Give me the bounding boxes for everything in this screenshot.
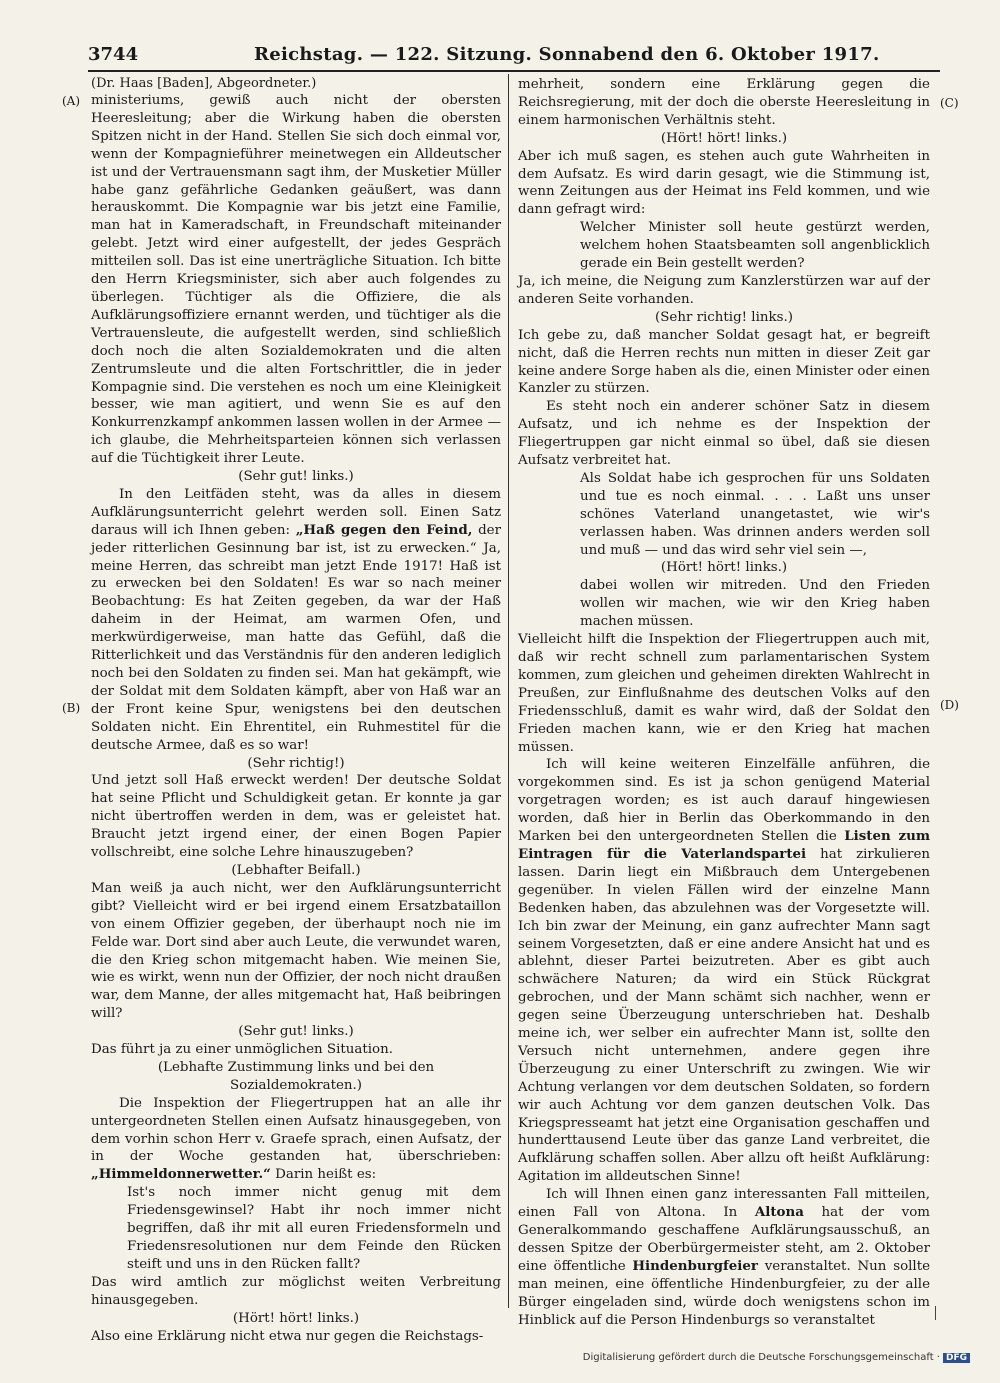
footer-credit	[583, 1352, 970, 1363]
emphasis: Listen zum Eintragen für die Vaterlandspartei	[518, 828, 930, 862]
paragraph: ministeriums, gewiß auch nicht der obersten Heeresleitung; aber die Wirkung haben die obersten Spitzen nicht in der Hand. Stellen Sie sich doch einmal vor, wenn der Kompagnieführer meinetwegen ein Alldeutscher ist und der Vertrauensmann sagt ihm, der Musketier Müller habe ganz gefährliche Gedanken geäußert, was dann herauskommt. Die Kompagnie war bis jetzt eine Familie, man hat in Kameradschaft, in Freundschaft miteinander gelebt. Jetzt wird einer aufgestellt, der jedes Gespräch mitteilen soll. Das ist eine unerträgliche Situation. Ich bitte den Herrn Kriegsminister, sich aber auch folgendes zu überlegen. Tüchtiger als die Offiziere, die als Aufklärungsoffiziere ernannt werden, und tüchtiger als die Vertrauensleute, die aufgestellt werden, sind schließlich doch noch die alten Sozialdemokraten und die alten Zentrumsleute und die alten Fortschrittler, die in jeder Kompagnie sind. Die verstehen es noch um eine Kleinigkeit besser, wie man agitiert, und wenn Sie es auf den Konkurrenzkampf ankommen lassen wollen in der Armee — ich glaube, die Mehrheitsparteien können sich verlassen auf die Tüchtigkeit ihrer Leute.	[91, 93, 501, 467]
block-quote: Als Soldat habe ich gesprochen für uns Soldaten und tue es noch einmal. . . . Laßt uns unser schönes Vaterland unangetastet, wie wir's verlassen haben. Was drinnen anders werden soll und muß — und das wird sehr viel sein —,	[580, 470, 930, 558]
margin-marker-a: (A)	[62, 94, 81, 108]
running-title: Reichstag. — 122. Sitzung. Sonnabend den 6. Oktober 1917.	[254, 44, 880, 65]
block-quote: dabei wollen wir mitreden. Und den Frieden wollen wir machen, wie wir den Krieg haben machen müssen.	[580, 578, 930, 630]
emphasis: Altona	[754, 1204, 804, 1221]
page-header	[88, 44, 940, 68]
dfg-logo: DFG	[943, 1353, 970, 1363]
column-divider	[508, 74, 509, 1308]
paragraph: Ich will keine weiteren Einzelfälle anführen, die vorgekommen sind. Es ist ja schon genügend Material vorgetragen worden; es ist auch darauf hingewiesen worden, daß hier in Berlin das Oberkommando in den Marken bei den untergeordneten Stellen die Listen zum Eintragen für die Vaterlandspartei hat zirkulieren lassen. Darin liegt ein Mißbrauch dem Untergebenen gegenüber. In vielen Fällen wird der einzelne Mann Bedenken haben, das abzulehnen was der Vorgesetzte will. Ich bin zwar der Meinung, ein ganz aufrechter Mann sagt seinem Vorgesetzten, daß er eine andere Ansicht hat und es ablehnt, dieser Partei beizutreten. Aber es gibt auch schwächere Naturen; da wird ein Stück Rückgrat gebrochen, und der Mann schämt sich nachher, wenn er gegen seine Überzeugung unterschrieben hat. Deshalb meine ich, wer selber ein aufrechter Mann ist, sollte den Versuch nicht unternehmen, andere gegen ihre Überzeugung zu einer Unterschrift zu zwingen. Wie wir Achtung verlangen vor dem deutschen Soldaten, so fordern wir auch Achtung vor dem ganzen deutschen Volk. Das Kriegspresseamt hat jetzt eine Organisation geschaffen und hunderttausend Leute über das ganze Land verbreitet, die Aufklärung schaffen sollen. Aber allzu oft heißt Aufklärung: Agitation im alldeutschen Sinne!	[518, 757, 931, 1185]
footer-text: Digitalisierung gefördert durch die Deutsche Forschungsgemeinschaft ·	[582, 1352, 940, 1363]
paragraph: mehrheit, sondern eine Erklärung gegen die Reichsregierung, mit der doch die oberste Heeresleitung in einem harmonischen Verhältnis steht.	[518, 77, 930, 128]
interjection: (Hört! hört! links.)	[660, 560, 788, 576]
speaker-line: (Dr. Haas [Baden], Abgeordneter.)	[91, 76, 317, 91]
right-column	[518, 76, 930, 1329]
interjection: (Lebhafter Beifall.)	[231, 862, 361, 878]
margin-tick	[935, 1306, 936, 1320]
page-number: 3744	[88, 44, 139, 65]
interjection: (Hört! hört! links.)	[232, 1310, 360, 1326]
paragraph: Vielleicht hilft die Inspektion der Fliegertruppen auch mit, daß wir recht schnell zum parlamentarischen System kommen, zum gleichen und geheimen direkten Wahlrecht in Preußen, zur Einflußnahme des deutschen Volks auf den Friedensschluß, damit es wahr wird, daß der Soldat den Frieden machen kann, wie er den Krieg hat machen müssen.	[518, 632, 930, 755]
paragraph: Es steht noch ein anderer schöner Satz in diesem Aufsatz, und ich nehme es der Inspektion der Fliegertruppen gar nicht einmal so übel, daß sie diesen Aufsatz verbreitet hat.	[518, 399, 930, 469]
paragraph: Die Inspektion der Fliegertruppen hat an alle ihr untergeordneten Stellen einen Aufsatz hinausgegeben, von dem vorhin schon Herr v. Graefe sprach, einen Aufsatz, der in der Woche gestanden hat, überschrieben: „Himmeldonnerwetter.“ Darin heißt es:	[91, 1095, 501, 1183]
interjection: (Lebhafte Zustimmung links und bei den Sozialdemokraten.)	[157, 1059, 435, 1093]
margin-marker-c: (C)	[940, 96, 959, 110]
paragraph: Das wird amtlich zur möglichst weiten Verbreitung hinausgegeben.	[91, 1274, 501, 1308]
emphasis: „Himmeldonnerwetter.“	[91, 1166, 271, 1183]
paragraph: Man weiß ja auch nicht, wer den Aufklärungsunterricht gibt? Vielleicht wird er bei irgend einem Ersatzbataillon von einem Offizier gegeben, der überhaupt noch nie im Felde war. Dort sind aber auch Leute, die verwundet waren, die den Krieg schon mitgemacht haben. Wie meinen Sie, wie es wirkt, wenn nun der Offizier, der noch nicht draußen war, dem Manne, der alles mitgemacht hat, Haß beibringen will?	[91, 880, 501, 1022]
left-column	[91, 92, 501, 1345]
header-rule	[88, 70, 940, 72]
paragraph: Und jetzt soll Haß erweckt werden! Der deutsche Soldat hat seine Pflicht und Schuldigkeit getan. Er konnte ja gar nicht übertroffen werden in dem, was er geleistet hat. Braucht jetzt irgend einer, der einen Bogen Papier vollschreibt, eine solche Lehre hinauszugeben?	[91, 773, 501, 861]
paragraph: Ich will Ihnen einen ganz interessanten Fall mitteilen, einen Fall von Altona. In Altona hat der vom Generalkommando geschaffene Aufklärungsausschuß, an dessen Spitze der Oberbürgermeister steht, am 2. Oktober eine öffentliche Hindenburgfeier veranstaltet. Nun sollte man meinen, eine öffentliche Hindenburgfeier, zu der alle Bürger eingeladen sind, würde doch wenigstens schon im Hinblick auf die Person Hindenburgs so veranstaltet	[518, 1187, 930, 1328]
margin-marker-d: (D)	[940, 698, 959, 712]
interjection: (Sehr gut! links.)	[238, 1024, 354, 1040]
emphasis: Hindenburgfeier	[632, 1257, 758, 1274]
block-quote: Ist's noch immer nicht genug mit dem Friedensgewinsel? Habt ihr noch immer nicht begriffen, daß ihr mit all euren Friedensformeln und Friedensresolutionen nur dem Feinde den Rücken steift und uns in den Rücken fallt?	[127, 1185, 501, 1272]
emphasis: „Haß gegen den Feind,	[295, 521, 473, 538]
paragraph: Aber ich muß sagen, es stehen auch gute Wahrheiten in dem Aufsatz. Es wird darin gesagt, wie die Stimmung ist, wenn Zeitungen aus der Heimat ins Feld kommen, und wie dann gefragt wird:	[518, 148, 930, 218]
interjection: (Sehr richtig!)	[247, 755, 345, 771]
paragraph: Ich gebe zu, daß mancher Soldat gesagt hat, er begreift nicht, daß die Herren rechts nun mitten in dieser Zeit gar keine andere Sorge haben als die, einen Minister oder einen Kanzler zu stürzen.	[518, 327, 930, 397]
margin-marker-b: (B)	[62, 701, 81, 715]
paragraph: Das führt ja zu einer unmöglichen Situation.	[91, 1042, 393, 1058]
interjection: (Sehr gut! links.)	[238, 469, 354, 485]
paragraph: Ja, ich meine, die Neigung zum Kanzlerstürzen war auf der anderen Seite vorhanden.	[518, 273, 930, 307]
interjection: (Sehr richtig! links.)	[655, 309, 793, 325]
block-quote: Welcher Minister soll heute gestürzt werden, welchem hohen Staatsbeamten soll angenblicklich gerade ein Bein gestellt werden?	[580, 220, 930, 272]
paragraph: In den Leitfäden steht, was da alles in diesem Aufklärungsunterricht gelehrt werden soll. Einen Satz daraus will ich Ihnen geben: „Haß gegen den Feind, der jeder ritterlichen Gesinnung bar ist, ist zu erwecken.“ Ja, meine Herren, das schreibt man jetzt Ende 1917! Haß ist zu erwecken bei den Soldaten! Es war so nach meiner Beobachtung: Es hat Zeiten gegeben, da war der Haß daheim in der Heimat, am warmen Ofen, und merkwürdigerweise, man hatte das Gefühl, daß die Ritterlichkeit und das Verständnis für den anderen lediglich noch bei den Soldaten zu finden sei. Man hat gekämpft, wie der Soldat mit dem Soldaten kämpft, aber von Haß war an der Front keine Spur, wenigstens bei den deutschen Soldaten nicht. Ein Ehrentitel, ein Ruhmestitel für die deutsche Armee, daß es so war!	[91, 486, 502, 753]
paragraph: Also eine Erklärung nicht etwa nur gegen die Reichstags-	[91, 1328, 484, 1344]
interjection: (Hört! hört! links.)	[660, 130, 788, 146]
